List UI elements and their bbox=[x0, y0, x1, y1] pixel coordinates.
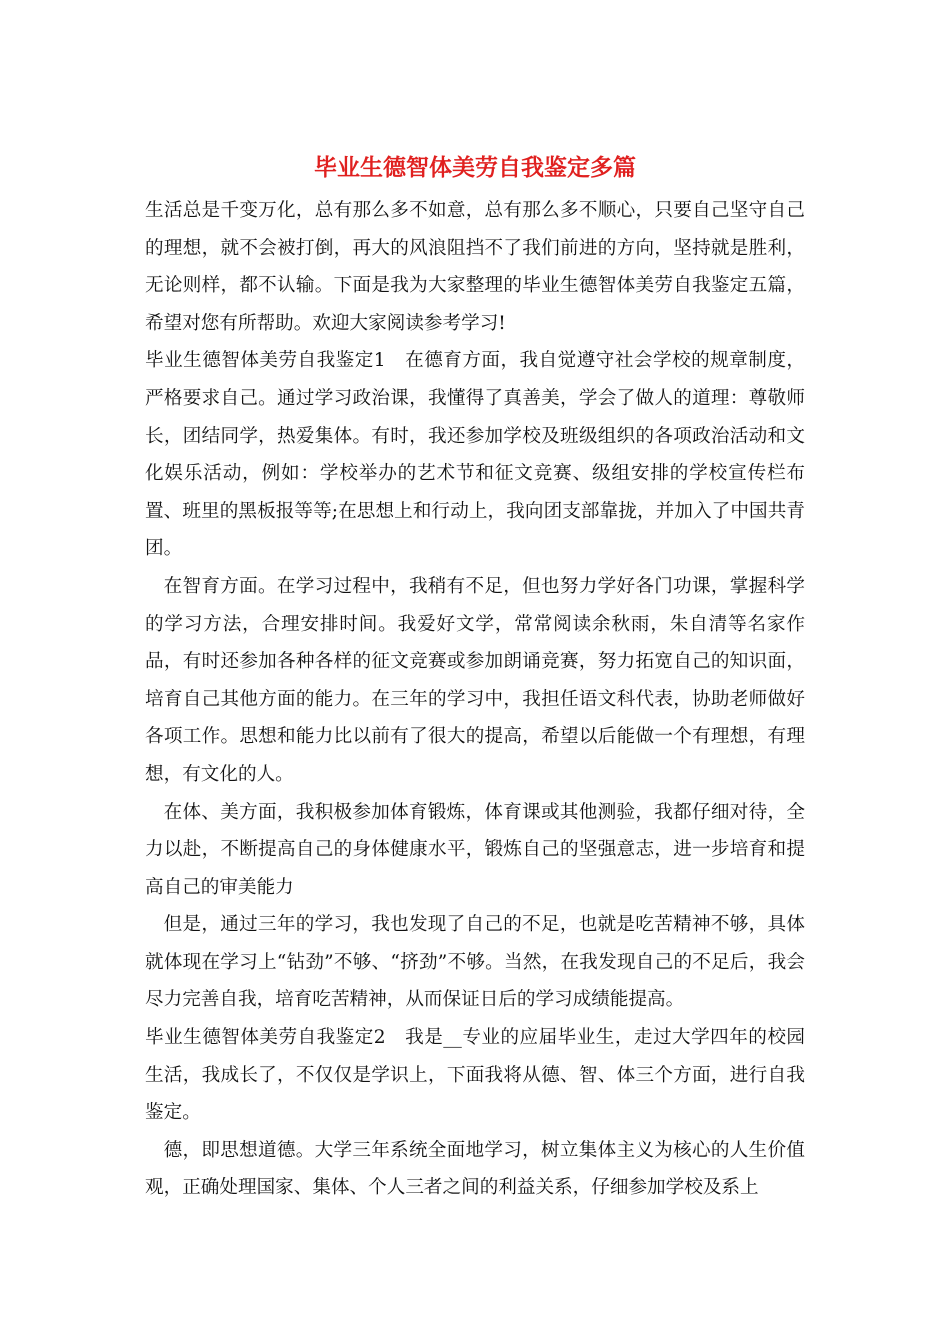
intellectual-paragraph: 在智育方面。在学习过程中，我稍有不足，但也努力学好各门功课，掌握科学的学习方法，合理安排时间。我爱好文学，常常阅读余秋雨，朱自清等名家作品，有时还参加各种各样的征文竞赛或参加朗诵竞赛，努力拓宽自己的知识面，培育自己其他方面的能力。在三年的学习中，我担任语文科代表，协助老师做好各项工作。思想和能力比以前有了很大的提高，希望以后能做一个有理想，有理想，有文化的人。 bbox=[145, 575, 805, 785]
physical-aesthetic-paragraph: 在体、美方面，我积极参加体育锻炼，体育课或其他测验，我都仔细对待，全力以赴，不断提高自己的身体健康水平，锻炼自己的坚强意志，进一步培育和提高自己的审美能力 bbox=[145, 801, 805, 898]
shortcomings-paragraph: 但是，通过三年的学习，我也发现了自己的不足，也就是吃苦精神不够，具体就体现在学习上“钻劲”不够、“挤劲”不够。当然，在我发现自己的不足后，我会尽力完善自我，培育吃苦精神，从而保证日后的学习成绩能提高。 bbox=[145, 914, 805, 1011]
section-1-heading-paragraph: 毕业生德智体美劳自我鉴定1 在德育方面，我自觉遵守社会学校的规章制度，严格要求自己。通过学习政治课，我懂得了真善美，学会了做人的道理：尊敬师长，团结同学，热爱集体。有时，我还参加学校及班级组织的各项政治活动和文化娱乐活动，例如：学校举办的艺术节和征文竞赛、级组安排的学校宣传栏布置、班里的黑板报等等;在思想上和行动上，我向团支部靠拢，并加入了中国共青团。 bbox=[145, 350, 805, 560]
intro-paragraph: 生活总是千变万化，总有那么多不如意，总有那么多不顺心，只要自己坚守自己的理想，就不会被打倒，再大的风浪阻挡不了我们前进的方向，坚持就是胜利，无论则样，都不认输。下面是我为大家整理的毕业生德智体美劳自我鉴定五篇，希望对您有所帮助。欢迎大家阅读参考学习! bbox=[145, 200, 805, 334]
moral-paragraph: 德，即思想道德。大学三年系统全面地学习，树立集体主义为核心的人生价值观，正确处理国家、集体、个人三者之间的利益关系，仔细参加学校及系上 bbox=[145, 1139, 805, 1199]
document-body bbox=[145, 192, 805, 1207]
section-2-heading-paragraph: 毕业生德智体美劳自我鉴定2 我是__专业的应届毕业生，走过大学四年的校园生活，我成长了，不仅仅是学识上，下面我将从德、智、体三个方面，进行自我鉴定。 bbox=[145, 1027, 805, 1124]
document-title: 毕业生德智体美劳自我鉴定多篇 bbox=[314, 154, 636, 181]
